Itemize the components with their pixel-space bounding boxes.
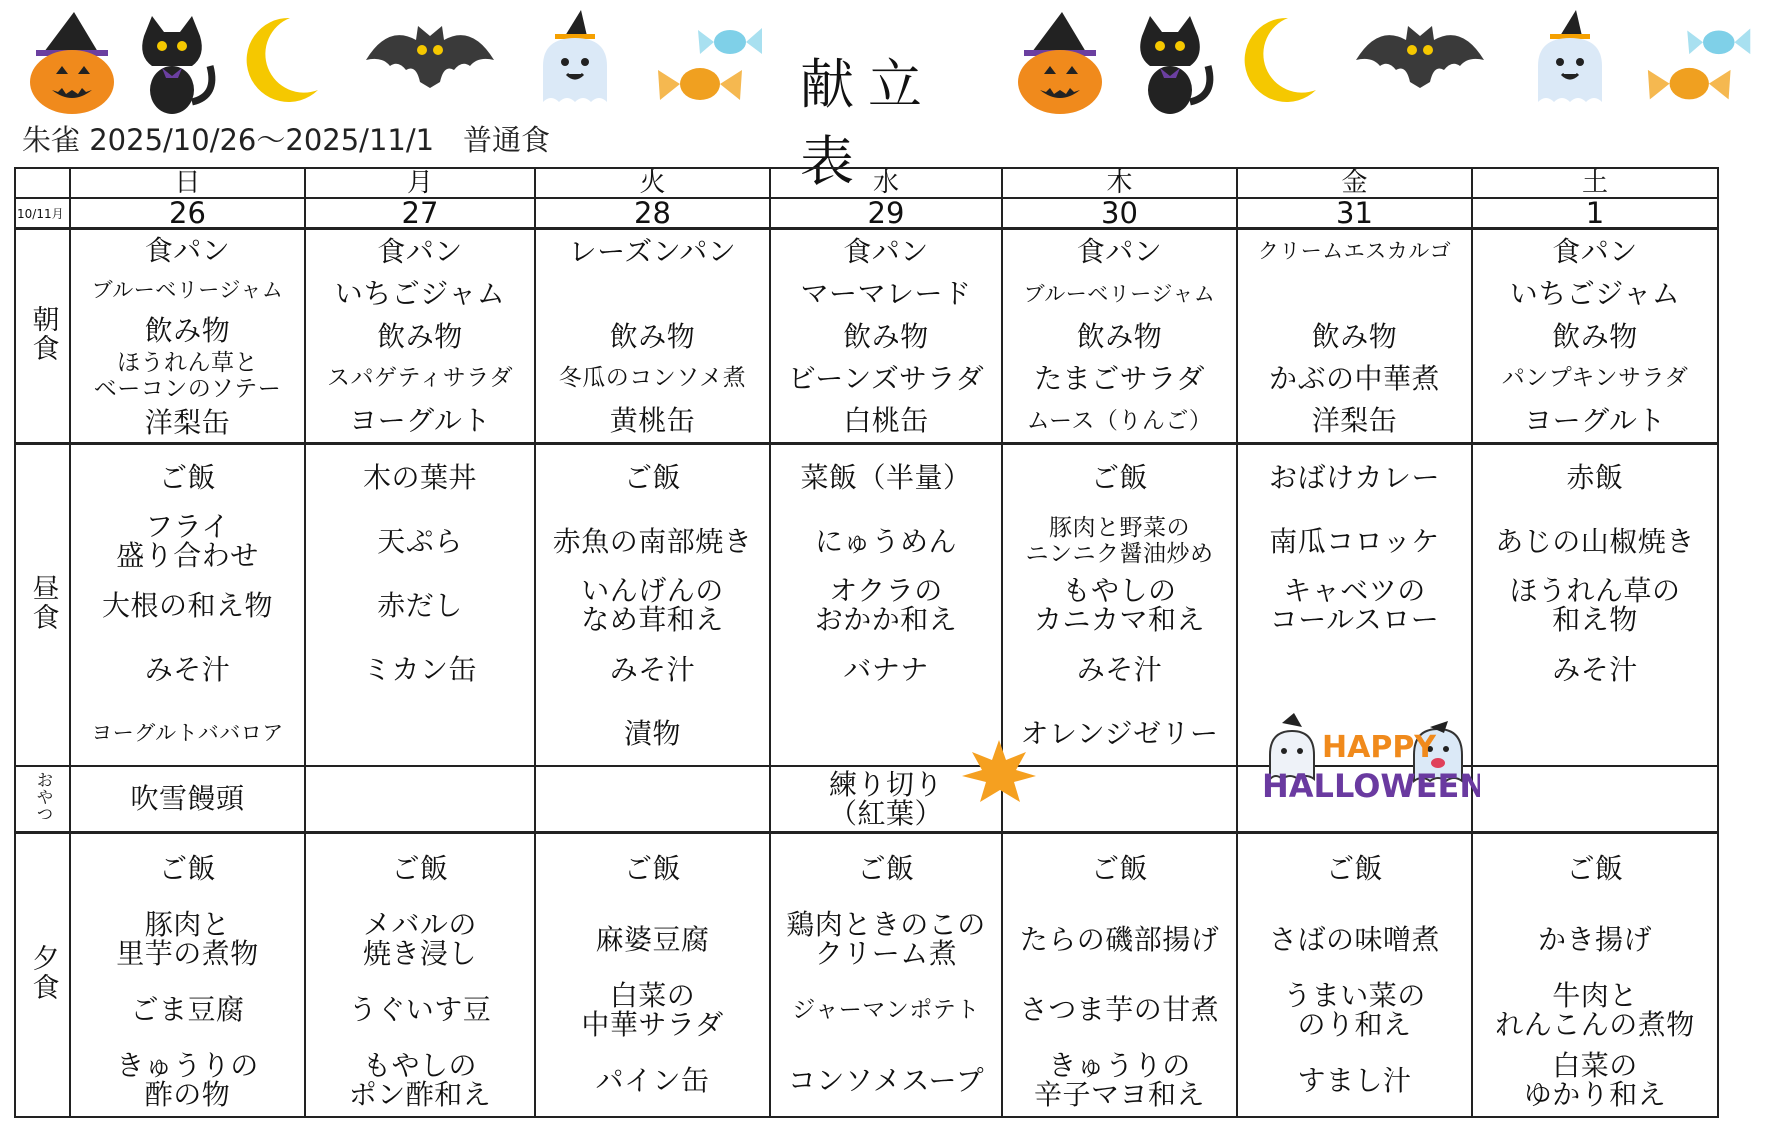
menu-item: もやしの カニカマ和え [1033,574,1205,636]
dinner-cell-4 [1002,832,1237,1117]
menu-item: いちごジャム [334,277,506,311]
day-name: 水 [872,168,899,198]
menu-item: うまい菜の のり和え [1283,978,1426,1041]
menu-item: 洋梨缶 [144,405,231,439]
menu-item: 飲み物 [843,319,929,353]
menu-item: 黄桃缶 [609,404,696,438]
menu-item: 南瓜コロッケ [1269,524,1440,558]
menu-item: スパゲティサラダ [327,365,513,392]
snack-cell-2 [535,766,770,832]
menu-item: 飲み物 [609,319,696,353]
menu-item: 食パン [377,234,463,268]
date-number: 30 [1101,196,1138,230]
menu-item: きゅうりの 酢の物 [116,1049,259,1112]
menu-item: 洋梨缶 [1311,404,1398,438]
menu-item: 天ぷら [377,524,463,558]
date-cell-6 [1472,198,1718,229]
menu-item: パイン缶 [595,1063,710,1097]
dinner-items [71,834,304,1116]
breakfast-cell-6 [1472,229,1718,444]
snack-cell-6 [1472,766,1718,832]
dinner-items [771,834,1001,1116]
menu-item: オクラの おかか和え [814,574,958,636]
halloween-line2: HALLOWEEN [1262,767,1480,805]
pumpkin-icon [22,6,122,116]
day-name: 金 [1341,168,1368,198]
menu-item: ご飯 [158,852,216,886]
menu-item: ビーンズサラダ [787,361,985,395]
day-header-1 [305,168,535,198]
breakfast-items [536,230,769,442]
candy-icon [1640,6,1768,116]
menu-item: コンソメスープ [787,1063,985,1097]
lunch-items [1473,445,1717,765]
dinner-cell-1 [305,832,535,1117]
black-cat-icon [122,6,222,116]
happy-halloween-badge [1250,705,1480,805]
menu-item: ご飯 [857,852,915,886]
menu-item: 牛肉と れんこんの煮物 [1495,978,1695,1041]
date-number: 1 [1585,196,1605,230]
menu-subtitle: 朱雀 2025/10/26～2025/11/1 普通食 [22,123,551,157]
dinner-cell-3 [770,832,1002,1117]
month-label: 10/11月 [17,206,64,221]
lunch-cell-4 [1002,444,1237,767]
menu-item: おばけカレー [1268,460,1440,494]
menu-item: 赤魚の南部焼き [552,524,753,558]
lunch-cell-1 [305,444,535,767]
menu-item: 食パン [144,233,231,267]
day-header-4 [1002,168,1237,198]
day-header-5 [1237,168,1472,198]
breakfast-cell-1 [305,229,535,444]
date-cell-2 [535,198,770,229]
dinner-cell-5 [1237,832,1472,1117]
menu-item: 食パン [843,234,929,268]
menu-item: 豚肉と野菜の ニンニク醤油炒め [1025,515,1214,567]
menu-item: もやしの ポン酢和え [348,1049,492,1112]
menu-item: レーズンパン [568,234,737,268]
candy-icon [650,6,780,116]
snack-label: おやつ [32,771,53,823]
day-name: 日 [174,168,201,198]
breakfast-cell-4 [1002,229,1237,444]
menu-item: キャベツの コールスロー [1269,574,1440,636]
month-label-cell [15,198,70,229]
menu-item: みそ汁 [1076,652,1163,686]
menu-item: 食パン [1552,234,1638,268]
lunch-items [536,445,769,765]
menu-item: さつま芋の甘煮 [1019,993,1220,1027]
dinner-items [1238,834,1471,1116]
day-header-2 [535,168,770,198]
menu-item: 飲み物 [1552,319,1638,353]
menu-item: うぐいす豆 [348,993,492,1027]
breakfast-items [1003,230,1236,442]
menu-item: ご飯 [1566,852,1624,886]
menu-item: 漬物 [623,716,681,750]
lunch-cell-3 [770,444,1002,767]
menu-item: かき揚げ [1537,922,1652,956]
menu-item: ご飯 [623,460,681,494]
date-number: 27 [401,196,439,230]
menu-item: ご飯 [1090,460,1148,494]
menu-item: ブルーベリージャム [91,278,284,302]
day-header-3 [770,168,1002,198]
dinner-cell-6 [1472,832,1718,1117]
menu-item: 白菜の ゆかり和え [1523,1049,1667,1112]
moon-icon [230,6,330,116]
menu-item: ジャーマンポテト [792,996,980,1023]
menu-item: 白菜の 中華サラダ [581,978,724,1041]
date-number: 28 [634,196,671,230]
menu-item: いんげんの なめ茸和え [581,574,724,636]
lunch-items [306,445,534,765]
menu-item: ムース（りんご） [1026,407,1213,434]
menu-item: パンプキンサラダ [1501,365,1689,392]
dinner-items [536,834,769,1116]
lunch-label: 昼食 [27,574,59,632]
lunch-cell-6 [1472,444,1718,767]
lunch-items [771,445,1001,765]
day-name: 火 [639,168,666,198]
maple-leaf-icon [960,738,1038,806]
menu-item: 赤飯 [1566,460,1624,494]
breakfast-items [771,230,1001,442]
breakfast-label-cell [15,229,70,444]
bat-icon [1350,6,1490,116]
dinner-items [306,834,534,1116]
black-cat-icon [1120,6,1220,116]
dinner-items [1473,834,1717,1116]
moon-icon [1228,6,1328,116]
ghost-icon [525,6,625,116]
ghost-icon [1520,6,1620,116]
menu-item: バナナ [843,652,929,686]
snack-cell-0 [70,766,305,832]
breakfast-label: 朝食 [27,305,59,363]
menu-item: フライ 盛り合わせ [116,510,259,572]
breakfast-items [306,230,534,442]
menu-item: 大根の和え物 [101,588,273,622]
menu-item: 木の葉丼 [362,460,477,494]
dinner-cell-0 [70,832,305,1117]
lunch-cell-2 [535,444,770,767]
menu-item: 食パン [1076,234,1163,268]
menu-item: きゅうりの 辛子マヨ和え [1033,1049,1205,1112]
breakfast-cell-0 [70,229,305,444]
dinner-items [1003,834,1236,1116]
menu-item: ご飯 [623,852,681,886]
lunch-items [1003,445,1236,765]
date-cell-0 [70,198,305,229]
menu-item: ご飯 [158,460,216,494]
menu-item: 飲み物 [377,319,463,353]
menu-item: ヨーグルト [349,404,491,438]
menu-item: 練り切り （紅葉） [828,767,943,830]
menu-item: 吹雪饅頭 [130,782,245,816]
menu-item: 飲み物 [1076,319,1163,353]
date-number: 29 [867,196,905,230]
menu-item: あじの山椒焼き [1495,524,1695,558]
menu-item: マーマレード [800,277,972,311]
bat-icon [360,6,500,116]
breakfast-cell-2 [535,229,770,444]
menu-item: ヨーグルト [1524,404,1666,438]
breakfast-items [1473,230,1717,442]
menu-item: たまごサラダ [1034,361,1205,395]
menu-item: 赤だし [377,588,463,622]
menu-item: みそ汁 [609,652,696,686]
date-number: 26 [169,196,206,230]
menu-item: ご飯 [1325,852,1383,886]
menu-item: ほうれん草の 和え物 [1509,574,1681,636]
halloween-line1: HAPPY [1322,730,1437,765]
dinner-label-cell [15,832,70,1117]
day-name: 月 [406,168,433,198]
menu-item: ヨーグルトババロア [91,721,284,745]
menu-item: みそ汁 [1552,652,1638,686]
menu-item: 鶏肉ときのこの クリーム煮 [786,908,986,971]
day-name: 土 [1581,168,1608,198]
menu-table [14,167,1719,1118]
day-header-6 [1472,168,1718,198]
snack-label-cell [15,766,70,832]
snack-cell-1 [305,766,535,832]
menu-item: にゅうめん [815,524,957,558]
menu-item: みそ汁 [144,652,231,686]
menu-item: 豚肉と 里芋の煮物 [116,908,259,971]
date-number: 31 [1336,196,1373,230]
day-header-0 [70,168,305,198]
menu-item: 麻婆豆腐 [595,922,710,956]
menu-item: オレンジゼリー [1020,716,1219,750]
menu-item: ミカン缶 [362,652,477,686]
menu-item: さばの味噌煮 [1268,922,1440,956]
lunch-cell-0 [70,444,305,767]
menu-item: 飲み物 [144,313,231,347]
menu-item: ほうれん草と ベーコンのソテー [93,350,282,402]
menu-item: たらの磯部揚げ [1019,922,1220,956]
menu-item: ブルーベリージャム [1023,281,1216,306]
breakfast-items [1238,230,1471,442]
lunch-label-cell [15,444,70,767]
corner-cell [15,168,70,198]
date-cell-3 [770,198,1002,229]
menu-item: ご飯 [391,852,449,886]
menu-item: すまし汁 [1297,1063,1412,1097]
menu-item: ごま豆腐 [130,993,245,1027]
pumpkin-icon [1010,6,1110,116]
breakfast-cell-5 [1237,229,1472,444]
menu-item: クリームエスカルゴ [1257,239,1452,264]
date-cell-4 [1002,198,1237,229]
menu-item: かぶの中華煮 [1268,361,1440,395]
menu-item: いちごジャム [1509,277,1681,311]
breakfast-cell-3 [770,229,1002,444]
dinner-cell-2 [535,832,770,1117]
menu-item: 飲み物 [1311,319,1398,353]
lunch-items [71,445,304,765]
menu-item: メバルの 焼き浸し [362,908,477,971]
date-cell-5 [1237,198,1472,229]
menu-item: ご飯 [1090,852,1148,886]
menu-item: 菜飯（半量） [800,460,972,494]
breakfast-items [71,230,304,442]
day-name: 木 [1106,168,1133,198]
menu-item: 白桃缶 [843,404,929,438]
document-title: 献立表 [800,53,936,193]
dinner-label: 夕食 [27,943,59,1002]
menu-item: 冬瓜のコンソメ煮 [558,365,747,392]
date-cell-1 [305,198,535,229]
